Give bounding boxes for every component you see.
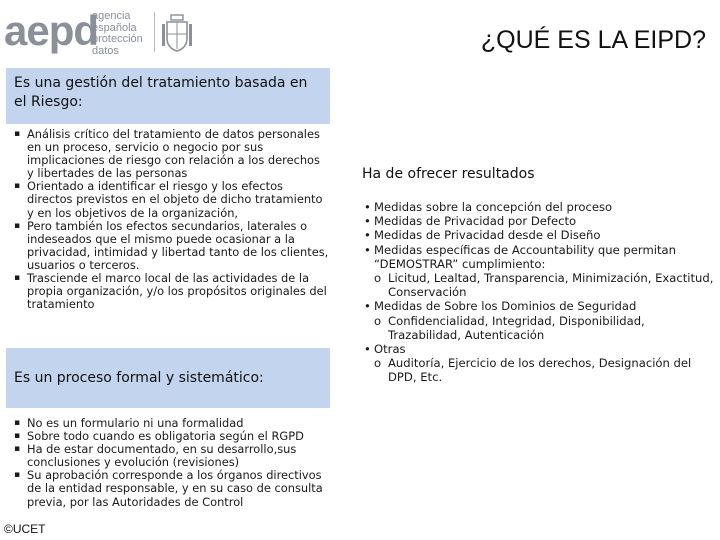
list-item: • Medidas de Privacidad desde el Diseño xyxy=(364,228,716,242)
logo-line: española xyxy=(92,21,137,34)
list-item: ▪ Sobre todo cuando es obligatoria según el RGPD xyxy=(14,430,330,443)
formal-heading-box: Es un proceso formal y sistemático: xyxy=(6,348,330,408)
list-item: • Otras xyxy=(364,342,716,356)
list-item: ▪ No es un formulario ni una formalidad xyxy=(14,417,330,430)
coat-of-arms-icon xyxy=(162,14,192,52)
logo-line: datos xyxy=(92,44,119,57)
list-item: ▪ Análisis crítico del tratamiento de datos personales en un proceso, servicio o negocio por sus implicaciones de riesgo con relación a los derechos y libertades de las personas xyxy=(14,128,330,180)
results-list xyxy=(364,200,716,385)
results-heading: Ha de ofrecer resultados xyxy=(362,166,535,182)
logo-wordmark: aepd xyxy=(4,7,99,54)
logo-text xyxy=(92,11,143,57)
copyright-footer: ©UCET xyxy=(4,522,46,536)
page-title: ¿QUÉ ES LA EIPD? xyxy=(480,26,706,54)
list-item: ▪ Pero también los efectos secundarios, laterales o indeseados que el mismo puede ocasionar a la privacidad, intimidad y libertad tanto de los clientes, usuarios o terceros. xyxy=(14,220,330,272)
list-item: • Medidas específicas de Accountability que permitan “DEMOSTRAR” cumplimiento: xyxy=(364,243,716,271)
list-item: • Medidas de Privacidad por Defecto xyxy=(364,214,716,228)
list-item: • Medidas sobre la concepción del proceso xyxy=(364,200,716,214)
logo-line: agencia xyxy=(92,10,131,22)
list-subitem: o Confidencialidad, Integridad, Disponibilidad, Trazabilidad, Autenticación xyxy=(364,314,716,342)
list-item: ▪ Orientado a identificar el riesgo y los efectos directos previstos en el objeto de dicho tratamiento y en los objetivos de la organización, xyxy=(14,180,330,219)
list-subitem: o Auditoría, Ejercicio de los derechos, Designación del DPD, Etc. xyxy=(364,356,716,384)
list-item: • Medidas de Sobre los Dominios de Seguridad xyxy=(364,299,716,313)
risk-heading-box: Es una gestión del tratamiento basada en el Riesgo: xyxy=(6,68,330,124)
list-item: ▪ Ha de estar documentado, en su desarrollo,sus conclusiones y evolución (revisiones) xyxy=(14,443,330,469)
logo-divider xyxy=(154,12,155,52)
risk-list xyxy=(14,128,330,311)
list-subitem: o Licitud, Lealtad, Transparencia, Minimización, Exactitud, Conservación xyxy=(364,271,716,299)
aepd-logo xyxy=(4,8,204,58)
list-item: ▪ Trasciende el marco local de las actividades de la propia organización, y/o los propósitos originales del tratamiento xyxy=(14,272,330,311)
logo-line: protección xyxy=(92,33,143,45)
list-item: ▪ Su aprobación corresponde a los órganos directivos de la entidad responsable, y en su caso de consulta previa, por las Autoridades de Control xyxy=(14,469,330,508)
formal-list xyxy=(14,417,330,509)
